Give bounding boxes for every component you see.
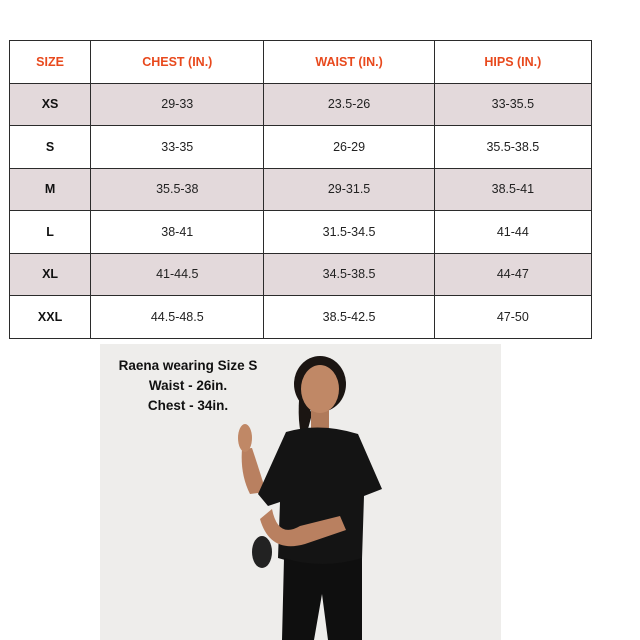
table-row xyxy=(10,126,592,169)
waist-cell: 38.5-42.5 xyxy=(264,296,434,339)
chest-cell: 33-35 xyxy=(91,126,264,169)
waist-cell: 23.5-26 xyxy=(264,83,434,126)
table-header-row xyxy=(10,41,592,84)
chest-cell: 41-44.5 xyxy=(91,253,264,296)
hips-cell: 35.5-38.5 xyxy=(434,126,591,169)
size-cell: S xyxy=(10,126,91,169)
table-row xyxy=(10,83,592,126)
model-caption xyxy=(104,356,272,416)
caption-line-chest: Chest - 34in. xyxy=(147,398,229,413)
waist-cell: 34.5-38.5 xyxy=(264,253,434,296)
chest-cell: 29-33 xyxy=(91,83,264,126)
header-size: SIZE xyxy=(10,41,91,84)
table-row xyxy=(10,168,592,211)
size-cell: XXL xyxy=(10,296,91,339)
caption-line-name: Raena wearing Size S xyxy=(118,358,258,373)
waist-cell: 29-31.5 xyxy=(264,168,434,211)
hips-cell: 38.5-41 xyxy=(434,168,591,211)
header-waist: WAIST (IN.) xyxy=(264,41,434,84)
table-row xyxy=(10,296,592,339)
hips-cell: 47-50 xyxy=(434,296,591,339)
chest-cell: 38-41 xyxy=(91,211,264,254)
size-cell: M xyxy=(10,168,91,211)
size-cell: XS xyxy=(10,83,91,126)
size-chart-table xyxy=(9,40,592,339)
header-hips: HIPS (IN.) xyxy=(434,41,591,84)
waist-cell: 26-29 xyxy=(264,126,434,169)
waist-cell: 31.5-34.5 xyxy=(264,211,434,254)
table-row xyxy=(10,253,592,296)
caption-line-waist: Waist - 26in. xyxy=(148,378,228,393)
chest-cell: 44.5-48.5 xyxy=(91,296,264,339)
hips-cell: 33-35.5 xyxy=(434,83,591,126)
size-cell: XL xyxy=(10,253,91,296)
chest-cell: 35.5-38 xyxy=(91,168,264,211)
hips-cell: 44-47 xyxy=(434,253,591,296)
model-photo xyxy=(100,344,501,640)
table-row xyxy=(10,211,592,254)
size-cell: L xyxy=(10,211,91,254)
hips-cell: 41-44 xyxy=(434,211,591,254)
header-chest: CHEST (IN.) xyxy=(91,41,264,84)
